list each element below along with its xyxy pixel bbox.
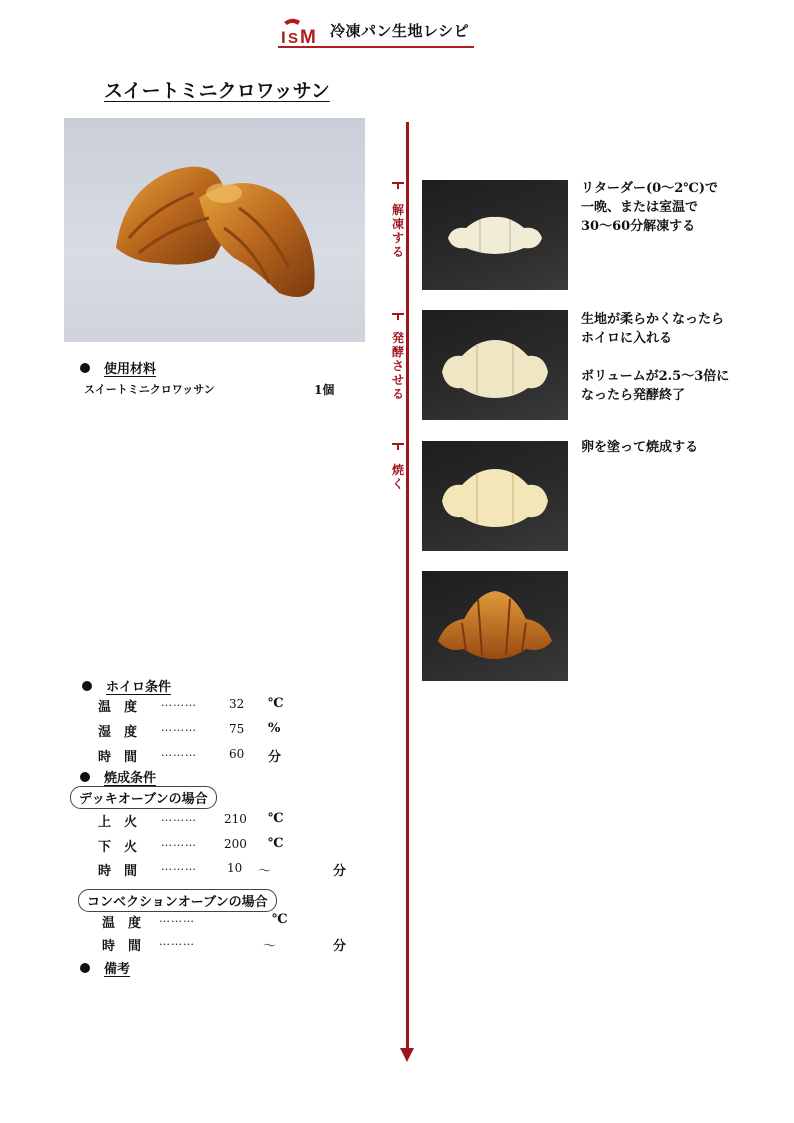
deck-top-heat-label: 上 火 (98, 815, 138, 830)
deck-time-tilde: ～ (258, 864, 272, 879)
step-photo-egg-wash (422, 441, 568, 551)
proof-time-label: 時 間 (98, 750, 138, 765)
deck-time-value: 10 (227, 861, 243, 875)
proof-temp-label: 温 度 (98, 700, 138, 715)
leader-dots: ……… (161, 811, 197, 824)
leader-dots: ……… (161, 721, 197, 734)
conv-time-label: 時 間 (102, 939, 142, 954)
svg-text:S: S (288, 30, 299, 46)
notes-section-title: 備考 (80, 958, 130, 977)
step-photo-ferment (422, 310, 568, 420)
timeline-tick (392, 182, 404, 184)
proof-humidity-unit: % (268, 721, 281, 736)
stage-label-bake: 焼く (391, 463, 404, 491)
proof-temp-value: 32 (229, 697, 245, 711)
leader-dots: ……… (161, 746, 197, 759)
deck-bottom-heat-value: 200 (224, 837, 247, 851)
proof-time-unit: 分 (268, 750, 282, 765)
convection-oven-label: コンベクションオーブンの場合 (78, 889, 277, 912)
leader-dots: ……… (159, 935, 195, 948)
egg-washed-dough-icon (422, 441, 568, 551)
bullet-icon (80, 963, 90, 973)
leader-dots: ……… (161, 696, 197, 709)
proof-humidity-label: 湿 度 (98, 725, 138, 740)
logo-underline (278, 46, 474, 48)
proof-temp-unit: ℃ (268, 696, 284, 711)
main-croissant-photo (64, 118, 365, 342)
proof-section-title: ホイロ条件 (82, 676, 171, 695)
stage-label-thaw: 解凍する (391, 203, 404, 259)
leader-dots: ……… (161, 860, 197, 873)
croissant-image-icon (64, 118, 365, 342)
proofed-dough-icon (422, 310, 568, 420)
leader-dots: ……… (159, 912, 195, 925)
conv-time-tilde: ～ (263, 939, 277, 954)
arrow-down-icon (400, 1048, 414, 1062)
bake-section-title: 焼成条件 (80, 767, 156, 786)
step-photo-thaw (422, 180, 568, 290)
timeline-tick (392, 443, 404, 445)
conv-temp-unit: ℃ (272, 912, 288, 927)
step-text-ferment: 生地が柔らかくなったら ホイロに入れる ボリュームが2.5～3倍に なったら発酵終了 (581, 312, 730, 403)
timeline-tick (392, 313, 404, 315)
proof-time-value: 60 (229, 747, 245, 761)
conv-time-unit: 分 (333, 939, 347, 954)
deck-time-label: 時 間 (98, 864, 138, 879)
step-text-thaw: リターダー(0～2℃)で 一晩、または室温で 30～60分解凍する (581, 181, 718, 234)
proof-humidity-value: 75 (229, 722, 245, 736)
logo-text: 冷凍パン生地レシピ (330, 22, 470, 40)
frozen-dough-icon (422, 180, 568, 290)
deck-top-heat-unit: ℃ (268, 811, 284, 826)
step-text-bake: 卵を塗って焼成する (581, 440, 699, 455)
deck-top-heat-value: 210 (224, 812, 247, 826)
svg-text:I: I (281, 28, 286, 46)
bullet-icon (82, 681, 92, 691)
material-name: スイートミニクロワッサン (84, 383, 215, 396)
conv-temp-label: 温 度 (102, 916, 142, 931)
deck-bottom-heat-label: 下 火 (98, 840, 138, 855)
svg-text:M: M (300, 27, 316, 46)
material-qty: 1個 (314, 383, 335, 397)
stage-label-ferment: 発酵させる (391, 331, 404, 401)
step-photo-baked (422, 571, 568, 681)
materials-section-title: 使用材料 (80, 358, 156, 377)
bullet-icon (80, 772, 90, 782)
deck-time-unit: 分 (333, 864, 347, 879)
header-logo (278, 14, 478, 50)
page-title: スイートミニクロワッサン (104, 80, 330, 102)
timeline-line (406, 122, 409, 1052)
deck-bottom-heat-unit: ℃ (268, 836, 284, 851)
deck-oven-label: デッキオーブンの場合 (70, 786, 217, 809)
baked-croissant-icon (422, 571, 568, 681)
brand-logo-icon (278, 16, 324, 46)
bullet-icon (80, 363, 90, 373)
leader-dots: ……… (161, 836, 197, 849)
